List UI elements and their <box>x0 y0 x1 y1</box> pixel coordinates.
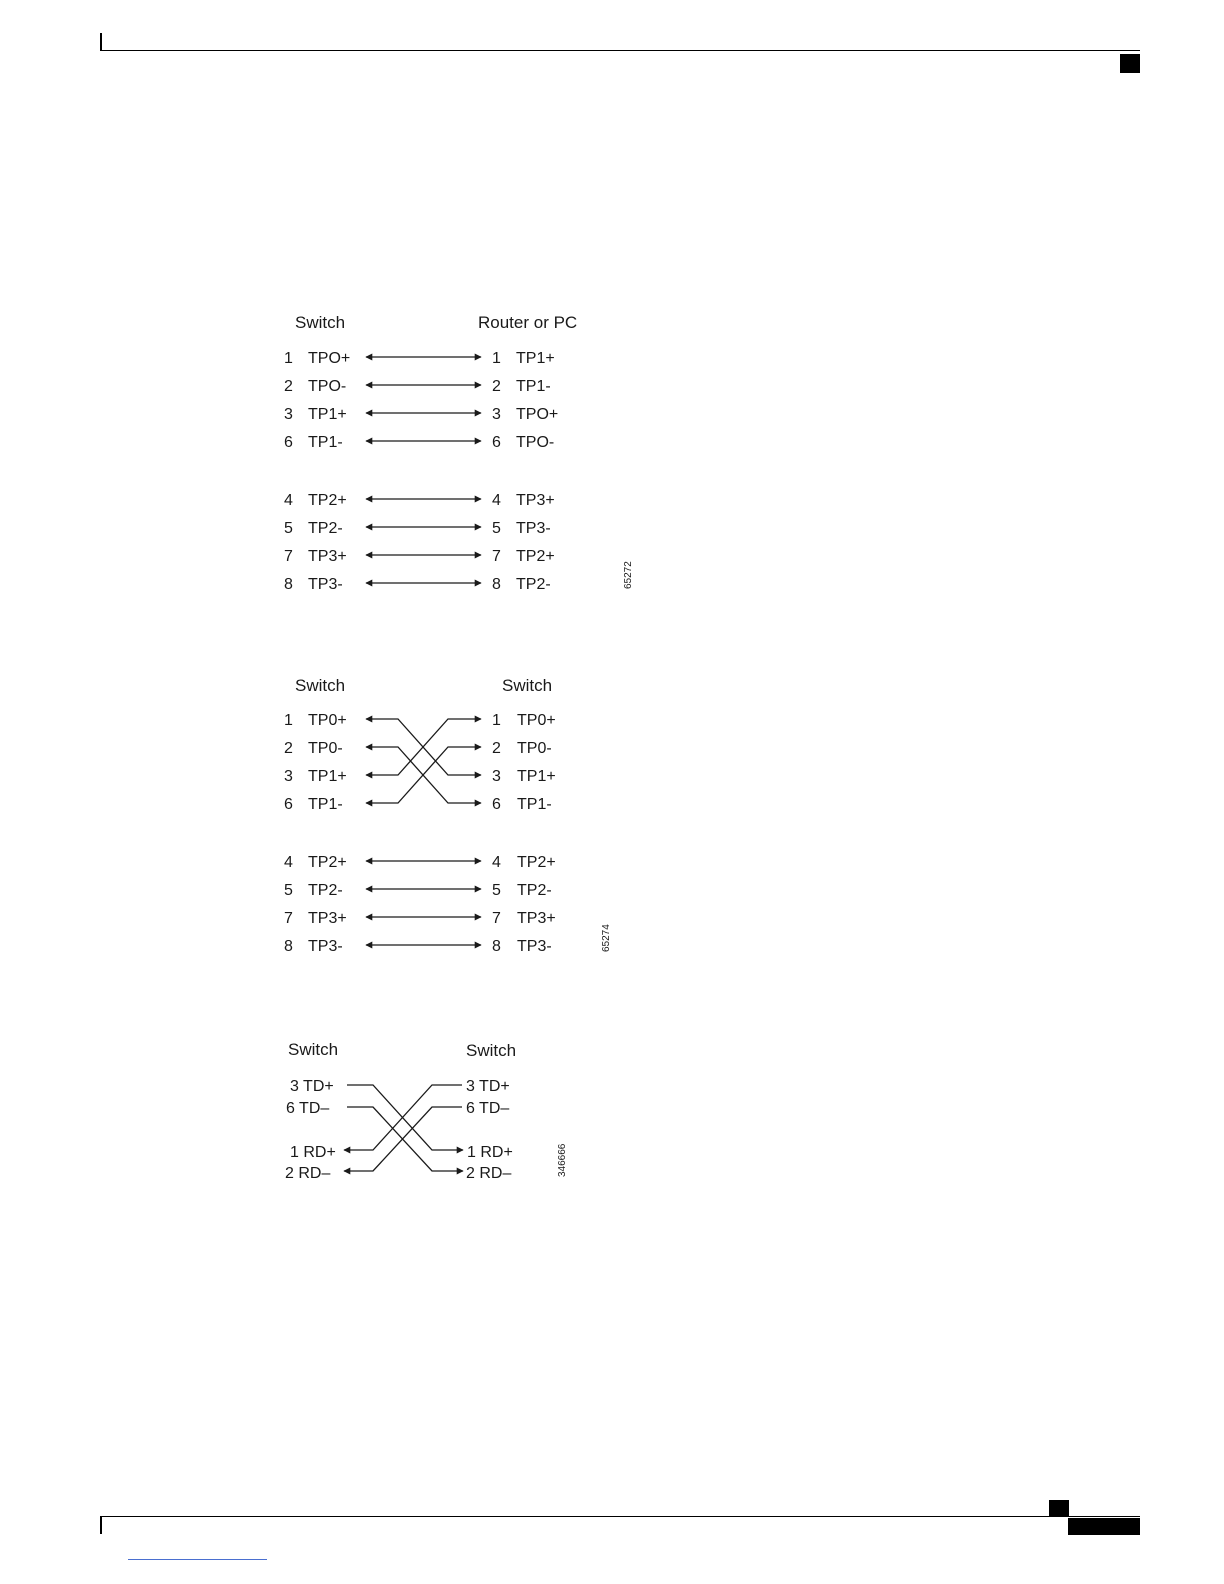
left-pin: 5 <box>284 520 293 537</box>
left-signal: TP3+ <box>308 910 347 927</box>
right-signal: TP1+ <box>516 350 555 367</box>
left-pin: 7 <box>284 548 293 565</box>
right-signal: TP2+ <box>516 548 555 565</box>
right-pin: 7 <box>492 910 501 927</box>
right-pin: 5 <box>492 520 501 537</box>
left-signal: TP1- <box>308 434 343 451</box>
left-pin: 4 <box>284 492 293 509</box>
td-rd-wires <box>344 1085 463 1171</box>
wire-left-td-minus-to-right-rd-minus <box>347 1107 463 1171</box>
left-pin: 6 <box>284 434 293 451</box>
right-pin: 6 <box>492 434 501 451</box>
right-signal: TP1+ <box>517 768 556 785</box>
right-signal: TP3+ <box>516 492 555 509</box>
right-label-6-td-minus: 6 TD– <box>466 1100 510 1117</box>
right-pin: 3 <box>492 406 501 423</box>
right-pin: 7 <box>492 548 501 565</box>
right-header: Switch <box>502 676 553 695</box>
diagram-td-rd-crossover <box>285 1040 568 1182</box>
right-pin: 2 <box>492 740 501 757</box>
figure-id: 65272 <box>623 561 634 589</box>
left-signal: TP1- <box>308 796 343 813</box>
right-signal: TPO+ <box>516 406 559 423</box>
left-pin: 5 <box>284 882 293 899</box>
left-signal: TPO- <box>308 378 347 395</box>
left-pin: 2 <box>284 740 293 757</box>
left-header: Switch <box>295 313 346 332</box>
right-label-2-rd-minus: 2 RD– <box>466 1165 512 1182</box>
left-pin: 3 <box>284 768 293 785</box>
diagram-crossover <box>284 676 612 955</box>
left-signal: TP2- <box>308 520 343 537</box>
left-header: Switch <box>288 1040 339 1059</box>
left-label-2-rd-minus: 2 RD– <box>285 1165 331 1182</box>
left-pin: 6 <box>284 796 293 813</box>
left-pin: 8 <box>284 576 293 593</box>
right-pin: 6 <box>492 796 501 813</box>
right-pin: 1 <box>492 350 501 367</box>
left-signal: TP0- <box>308 740 343 757</box>
figure-id: 346666 <box>557 1143 568 1177</box>
left-signal: TP2+ <box>308 492 347 509</box>
left-signal: TP1+ <box>308 406 347 423</box>
right-pin: 3 <box>492 768 501 785</box>
left-header: Switch <box>295 676 346 695</box>
pin-rows <box>284 350 558 593</box>
right-header: Router or PC <box>478 313 578 332</box>
left-label-1-rd-plus: 1 RD+ <box>290 1144 336 1161</box>
right-pin: 5 <box>492 882 501 899</box>
right-signal: TP3- <box>516 520 551 537</box>
right-pin: 8 <box>492 938 501 955</box>
right-pin: 1 <box>492 712 501 729</box>
right-pin: 4 <box>492 492 501 509</box>
right-signal: TP0+ <box>517 712 556 729</box>
right-signal: TPO- <box>516 434 555 451</box>
right-signal: TP3- <box>517 938 552 955</box>
wire-left-td-plus-to-right-rd-plus <box>347 1085 463 1150</box>
right-signal: TP1- <box>517 796 552 813</box>
right-pin: 8 <box>492 576 501 593</box>
figure-id: 65274 <box>601 924 612 952</box>
left-pin: 1 <box>284 712 293 729</box>
right-signal: TP3+ <box>517 910 556 927</box>
left-signal: TP3- <box>308 576 343 593</box>
right-signal: TP2+ <box>517 854 556 871</box>
left-pin: 1 <box>284 350 293 367</box>
left-pin: 7 <box>284 910 293 927</box>
crossover-wires <box>366 719 481 803</box>
right-label-3-td-plus: 3 TD+ <box>466 1078 510 1095</box>
left-signal: TP1+ <box>308 768 347 785</box>
right-pin: 4 <box>492 854 501 871</box>
right-header: Switch <box>466 1041 517 1060</box>
right-signal: TP2- <box>516 576 551 593</box>
left-signal: TP3+ <box>308 548 347 565</box>
left-label-3-td-plus: 3 TD+ <box>290 1078 334 1095</box>
diagram-straight-through <box>284 313 634 593</box>
right-label-1-rd-plus: 1 RD+ <box>467 1144 513 1161</box>
left-label-6-td-minus: 6 TD– <box>286 1100 330 1117</box>
right-signal: TP0- <box>517 740 552 757</box>
left-signal: TPO+ <box>308 350 351 367</box>
left-signal: TP2- <box>308 882 343 899</box>
pin-rows <box>284 712 556 955</box>
left-signal: TP3- <box>308 938 343 955</box>
left-pin: 3 <box>284 406 293 423</box>
right-signal: TP1- <box>516 378 551 395</box>
right-pin: 2 <box>492 378 501 395</box>
left-signal: TP0+ <box>308 712 347 729</box>
left-pin: 2 <box>284 378 293 395</box>
left-pin: 4 <box>284 854 293 871</box>
left-signal: TP2+ <box>308 854 347 871</box>
right-signal: TP2- <box>517 882 552 899</box>
left-pin: 8 <box>284 938 293 955</box>
